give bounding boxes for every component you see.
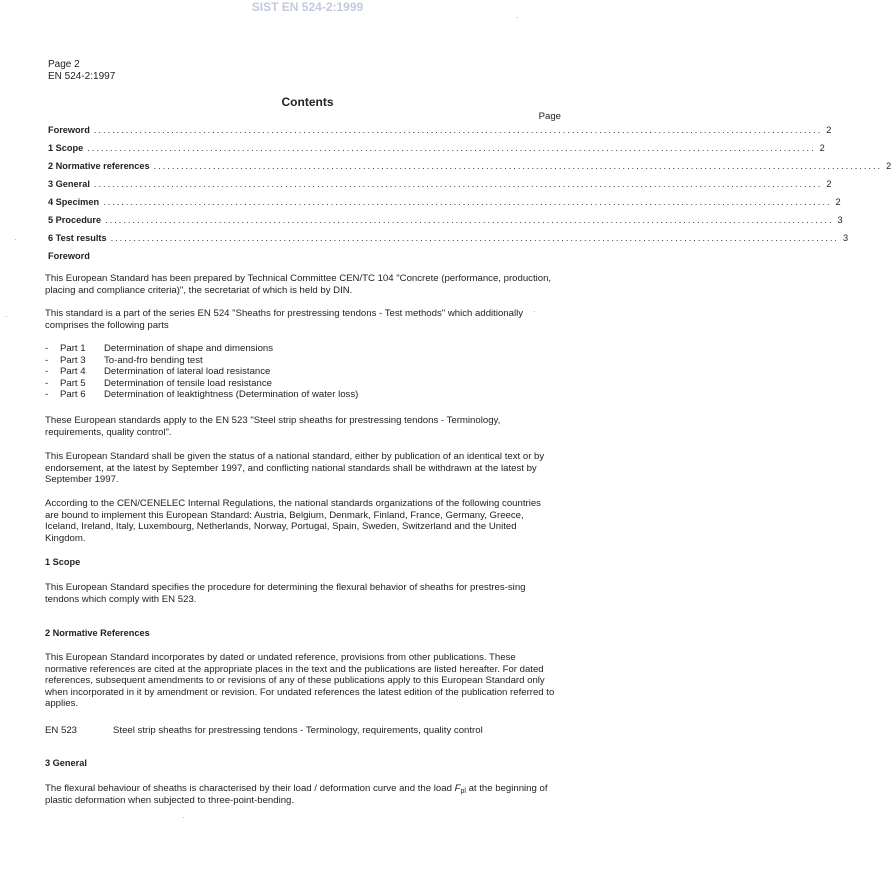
normative-paragraph: This European Standard incorporates by dated or undated reference, provisions from other publications. These normative references are cited at the appropriate places in the text and the publications are listed hereafter. For dated references, subsequent amendments to or revisions of any of these publications apply to this European Standard only when incorporated in it by amendment or revision. For undated references the latest edition of the publication referred to applies. bbox=[45, 652, 555, 710]
scope-paragraph: This European Standard specifies the procedure for determining the flexural behavior of sheaths for prestres-sing tendons which comply with EN 523. bbox=[45, 582, 526, 605]
toc-entry-page: 2 bbox=[819, 143, 825, 153]
toc-entry-label: 5 Procedure bbox=[48, 215, 102, 225]
toc-leader: ................................................................................................................................................................ bbox=[87, 143, 816, 153]
toc-entry-label: Foreword bbox=[48, 125, 90, 135]
list-item: - Part 3 To-and-fro bending test bbox=[45, 354, 203, 366]
reference-title: Steel strip sheaths for prestressing tendons - Terminology, requirements, quality control bbox=[113, 725, 483, 736]
toc-page-label: Page bbox=[538, 111, 561, 122]
scope-heading: 1 Scope bbox=[45, 557, 81, 567]
scan-mark: · bbox=[14, 235, 17, 244]
toc-entry[interactable] bbox=[48, 125, 832, 143]
toc-entry-page: 2 bbox=[835, 197, 841, 207]
standard-number: EN 524-2:1997 bbox=[48, 71, 116, 82]
foreword-paragraph-1: This European Standard has been prepared by Technical Committee CEN/TC 104 "Concrete (performance, production, placing and compliance criteria)", the secretariat of which is held by DIN. bbox=[45, 273, 552, 296]
scan-mark: · bbox=[533, 307, 536, 316]
list-item: - Part 5 Determination of tensile load resistance bbox=[45, 377, 272, 389]
toc-entry[interactable] bbox=[48, 143, 825, 161]
scan-mark: · bbox=[5, 312, 8, 321]
load-symbol-subscript: pl bbox=[460, 788, 466, 795]
scan-mark: · bbox=[182, 813, 185, 822]
toc-entry-page: 3 bbox=[842, 233, 849, 243]
toc-leader: ................................................................................................................................................................ bbox=[93, 179, 823, 189]
list-item: - Part 6 Determination of leaktightness (Determination of water loss) bbox=[45, 389, 359, 401]
reference-entry bbox=[45, 725, 555, 737]
toc-entry-label: 6 Test results bbox=[48, 233, 107, 243]
toc-entry-page: 2 bbox=[826, 179, 832, 189]
toc-leader: ................................................................................................................................................................ bbox=[110, 233, 839, 243]
toc-entry[interactable] bbox=[48, 233, 849, 251]
normative-heading: 2 Normative References bbox=[45, 628, 150, 638]
foreword-paragraph-4: This European Standard shall be given the status of a national standard, either by publication of an identical text or by endorsement, at the latest by September 1997, and conflicting national standards shall be withdrawn at the latest by September 1997. bbox=[45, 451, 545, 486]
parts-list bbox=[45, 343, 555, 401]
foreword-heading: Foreword bbox=[48, 251, 90, 261]
toc-leader: ................................................................................................................................................................ bbox=[153, 161, 883, 171]
toc-leader: ................................................................................................................................................................ bbox=[105, 215, 834, 225]
toc-entry[interactable] bbox=[48, 179, 832, 197]
list-item: - Part 1 Determination of shape and dimensions bbox=[45, 343, 274, 354]
toc-entry-page: 3 bbox=[837, 215, 843, 225]
table-of-contents bbox=[48, 125, 891, 251]
toc-entry-label: 1 Scope bbox=[48, 143, 84, 153]
foreword-paragraph-3: These European standards apply to the EN 523 "Steel strip sheaths for prestressing tendons - Terminology, requirements, quality control". bbox=[45, 415, 501, 438]
toc-entry-page: 2 bbox=[826, 125, 832, 135]
general-paragraph: The flexural behaviour of sheaths is characterised by their load / deformation curve and the load $F_{pl}$ at the beginning of plastic deformation when subjected to three-point-bending. bbox=[45, 783, 548, 806]
watermark: SIST EN 524-2:1999 bbox=[251, 0, 364, 14]
reference-code: EN 523 bbox=[45, 725, 77, 736]
toc-entry[interactable] bbox=[48, 197, 841, 215]
page-number: Page 2 bbox=[48, 59, 80, 70]
toc-entry-label: 2 Normative references bbox=[48, 161, 150, 171]
toc-leader: ................................................................................................................................................................ bbox=[103, 197, 832, 207]
toc-leader: ................................................................................................................................................................ bbox=[93, 125, 823, 135]
toc-entry-page: 2 bbox=[886, 161, 891, 171]
list-item: - Part 4 Determination of lateral load resistance bbox=[45, 366, 271, 378]
scan-mark: · bbox=[516, 13, 519, 22]
foreword-paragraph-2: This standard is a part of the series EN 524 "Sheaths for prestressing tendons - Test methods" which additionally comprises the following parts bbox=[45, 308, 524, 331]
page-header bbox=[48, 59, 115, 83]
toc-entry[interactable] bbox=[48, 161, 891, 179]
foreword-paragraph-5: According to the CEN/CENELEC Internal Regulations, the national standards organizations of the following countries are bound to implement this European Standard: Austria, Belgium, Denmark, Finland, France, Germany, Greece, Iceland, Ireland, Italy, Luxembourg, Netherlands, Norway, Portugal, Spain, Sweden, Switzerland and the United Kingdom. bbox=[45, 498, 541, 544]
toc-entry-label: 3 General bbox=[48, 179, 90, 189]
toc-entry-label: 4 Specimen bbox=[48, 197, 100, 207]
contents-title: Contents bbox=[281, 95, 334, 109]
load-symbol: F bbox=[454, 783, 461, 794]
general-heading: 3 General bbox=[45, 758, 87, 768]
toc-entry[interactable] bbox=[48, 215, 843, 233]
